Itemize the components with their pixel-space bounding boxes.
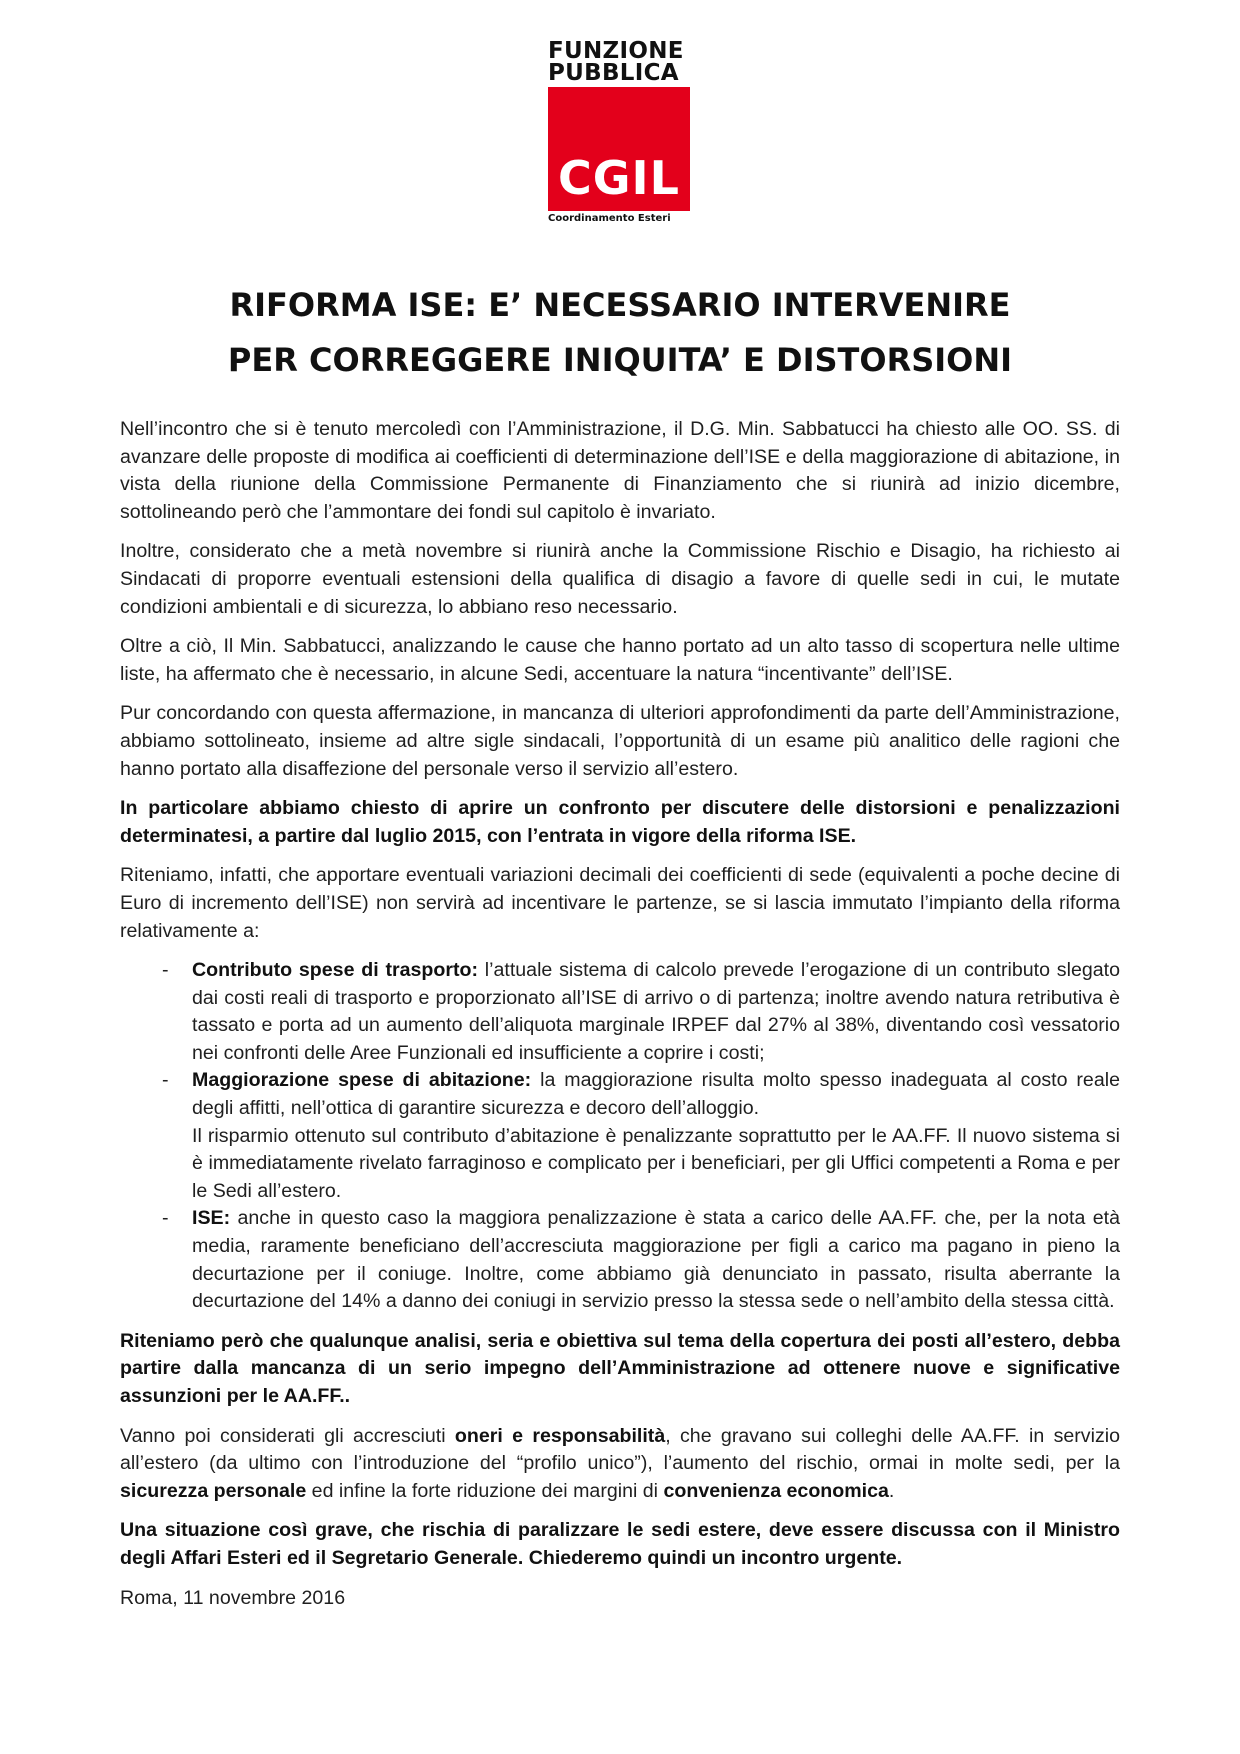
logo-line-1: FUNZIONE (548, 38, 684, 64)
title-line-2: PER CORREGGERE INIQUITA’ E DISTORSIONI (227, 341, 1013, 379)
paragraph-4: Pur concordando con questa affermazione, in mancanza di ulteriori approfondimenti da parte dell’Amministrazione, abbiamo sottolineato, insieme ad altre sigle sindacali, l’opportunità di un esame più analitico delle ragioni che hanno portato alla disaffezione del personale verso il servizio all’estero. (120, 702, 1120, 780)
list-dash: - (162, 1207, 169, 1230)
item-text: l’attuale sistema di calcolo prevede l’erogazione di un contributo slegato dai costi reali di trasporto e proporzionato all’ISE di arrivo o di partenza; inoltre avendo natura retributiva è tassato e porta ad un aumento dell’aliquota marginale IRPEF dal 27% al 38%, diventando così vessatorio nei confronti delle Aree Funzionali ed insufficiente a coprire i costi; (192, 959, 1120, 1064)
logo-line-2: PUBBLICA (548, 60, 679, 86)
item-extra-text: Il risparmio ottenuto sul contributo d’abitazione è penalizzante soprattutto per le AA.FF. Il nuovo sistema si è immediatamente rivelato farraginoso e complicato per i beneficiari, per gli Uffici competenti a Roma e per le Sedi all’estero. (192, 1124, 1120, 1202)
p8-bold-1: oneri e responsabilità (454, 1424, 666, 1447)
reform-points-list (120, 957, 1120, 1316)
paragraph-1: Nell’incontro che si è tenuto mercoledì con l’Amministrazione, il D.G. Min. Sabbatucci ha chiesto alle OO. SS. di avanzare delle proposte di modifica ai coefficienti di determinazione dell’ISE e della maggiorazione di abitazione, in vista della riunione della Commissione Permanente di Finanziamento che si riunirà ad inizio dicembre, sottolineando però che l’ammontare dei fondi sul capitolo è invariato. (120, 418, 1120, 523)
p8-text-3: ed infine la forte riduzione dei margini di (306, 1479, 664, 1502)
p8-bold-2: sicurezza personale (120, 1479, 307, 1502)
item-label: ISE: (192, 1207, 231, 1230)
p8-text-2: , che gravano sui colleghi delle AA.FF. in servizio all’estero (da ultimo con l’introduzione del “profilo unico”), l’aumento del rischio, ormai in molte sedi, per la (120, 1424, 1120, 1475)
list-item-transport (162, 957, 1120, 1067)
logo-brand: CGIL (558, 151, 680, 205)
document-date: Roma, 11 novembre 2016 (120, 1586, 346, 1609)
logo-subtitle: Coordinamento Esteri (548, 213, 671, 224)
list-dash: - (162, 959, 169, 982)
paragraph-9: Una situazione così grave, che rischia di paralizzare le sedi estere, deve essere discussa con il Ministro degli Affari Esteri ed il Segretario Generale. Chiederemo quindi un incontro urgente. (120, 1519, 1120, 1569)
paragraph-6: Riteniamo, infatti, che apportare eventuali variazioni decimali dei coefficienti di sede (equivalenti a poche decine di Euro di incremento dell’ISE) non servirà ad incentivare le partenze, se si lascia immutato l’impianto della riforma relativamente a: (120, 864, 1120, 942)
p8-bold-3: convenienza economica (663, 1479, 889, 1502)
item-text: anche in questo caso la maggiora penalizzazione è stata a carico delle AA.FF. che, per la nota età media, raramente beneficiano dell’accresciuta maggiorazione per figli a carico ma pagano in pieno la decurtazione per il coniuge. Inoltre, come abbiamo già denunciato in passato, risulta aberrante la decurtazione del 14% a danno dei coniugi in servizio presso la stessa sede o nell’ambito della stessa città. (192, 1207, 1120, 1313)
p8-text-1: Vanno poi considerati gli accresciuti (120, 1424, 455, 1447)
paragraph-5: In particolare abbiamo chiesto di aprire un confronto per discutere delle distorsioni e penalizzazioni determinatesi, a partire dal luglio 2015, con l’entrata in vigore della riforma ISE. (120, 797, 1120, 847)
title-line-1: RIFORMA ISE: E’ NECESSARIO INTERVENIRE (229, 286, 1011, 324)
logo-red-box (548, 87, 690, 211)
paragraph-2: Inoltre, considerato che a metà novembre si riunirà anche la Commissione Rischio e Disagio, ha richiesto ai Sindacati di proporre eventuali estensioni della qualifica di disagio a favore di quelle sedi in cui, le mutate condizioni ambientali e di sicurezza, lo abbiano reso necessario. (120, 540, 1120, 618)
list-dash: - (162, 1069, 169, 1092)
document-body (120, 416, 1120, 1624)
item-label: Maggiorazione spese di abitazione: (192, 1069, 532, 1092)
p8-text-4: . (888, 1479, 895, 1502)
fp-cgil-logo (548, 40, 696, 224)
document-title (110, 278, 1130, 388)
item-label: Contributo spese di trasporto: (192, 959, 478, 982)
paragraph-3: Oltre a ciò, Il Min. Sabbatucci, analizzando le cause che hanno portato ad un alto tasso di scopertura nelle ultime liste, ha affermato che è necessario, in alcune Sedi, accentuare la natura “incentivante” dell’ISE. (120, 635, 1120, 685)
paragraph-7: Riteniamo però che qualunque analisi, seria e obiettiva sul tema della copertura dei posti all’estero, debba partire dalla mancanza di un serio impegno dell’Amministrazione ad ottenere nuove e significative assunzioni per le AA.FF.. (120, 1329, 1120, 1407)
list-item-ise (162, 1205, 1120, 1315)
paragraph-8 (120, 1423, 1120, 1506)
list-item-housing (162, 1067, 1120, 1205)
item-text: la maggiorazione risulta molto spesso inadeguata al costo reale degli affitti, nell’ottica di garantire sicurezza e decoro dell’alloggio. (192, 1069, 1120, 1120)
